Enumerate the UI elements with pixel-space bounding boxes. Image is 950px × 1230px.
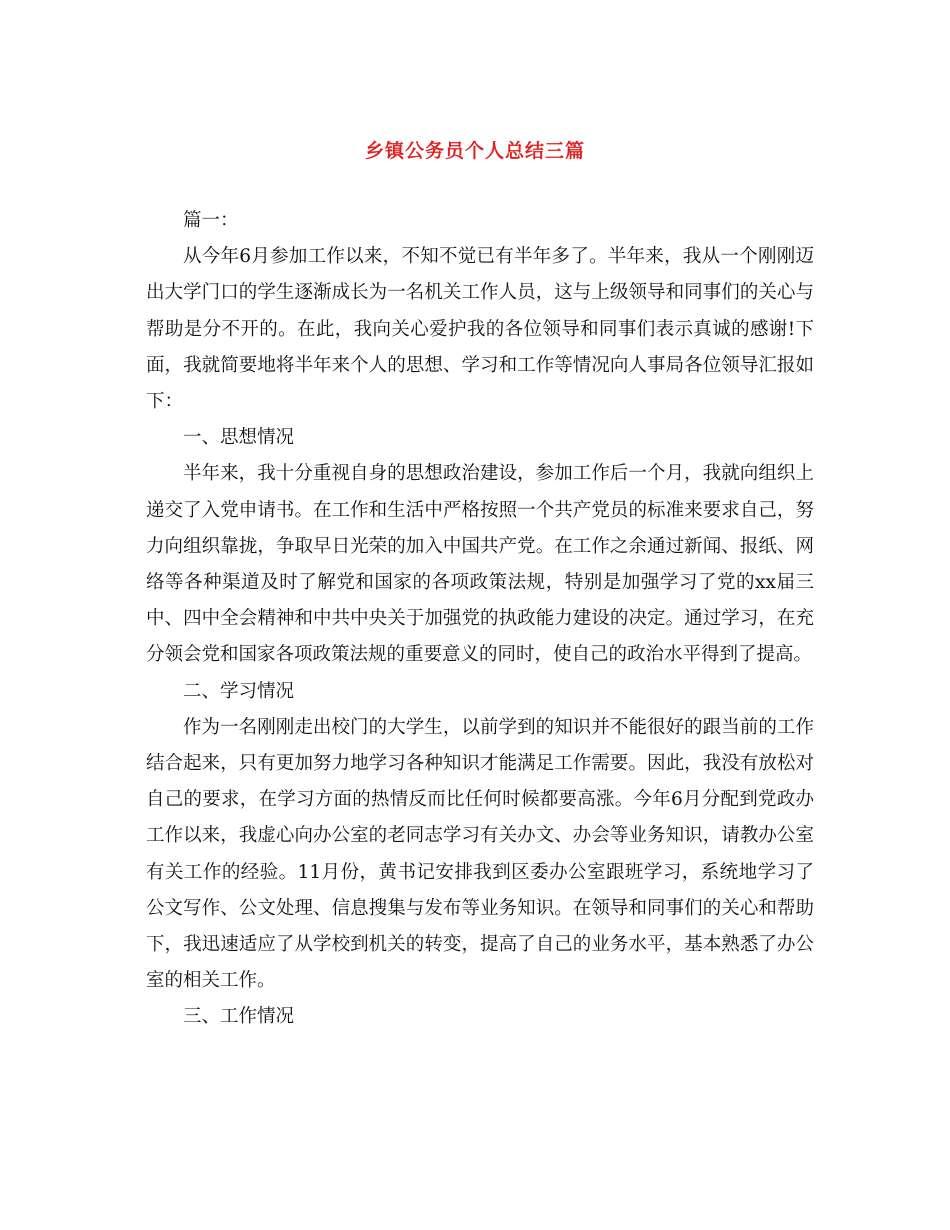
thought-paragraph: 半年来，我十分重视自身的思想政治建设，参加工作后一个月，我就向组织上递交了入党申请书。在工作和生活中严格按照一个共产党员的标准来要求自己，努力向组织靠拢，争取早日光荣的加入中国共产党。在工作之余通过新闻、报纸、网络等各种渠道及时了解党和国家的各项政策法规，特别是加强学习了党的xx届三中、四中全会精神和中共中央关于加强党的执政能力建设的决定。通过学习，在充分领会党和国家各项政策法规的重要意义的同时，使自己的政治水平得到了提高。 [146,463,814,666]
intro-paragraph: 从今年6月参加工作以来，不知不觉已有半年多了。半年来，我从一个刚刚迈出大学门口的学生逐渐成长为一名机关工作人员，这与上级领导和同事们的关心与帮助是分不开的。在此，我向关心爱护我的各位领导和同事们表示真诚的感谢!下面，我就简要地将半年来个人的思想、学习和工作等情况向人事局各位领导汇报如下： [146,246,814,413]
document-body [146,203,814,1036]
heading-study: 二、学习情况 [183,680,295,702]
section-label-part-one: 篇一： [183,210,239,231]
study-paragraph: 作为一名刚刚走出校门的大学生，以前学到的知识并不能很好的跟当前的工作结合起来，只有更加努力地学习各种知识才能满足工作需要。因此，我没有放松对自己的要求，在学习方面的热情反而比任何时候都要高涨。今年6月分配到党政办工作以来，我虚心向办公室的老同志学习有关办文、办会等业务知识，请教办公室有关工作的经验。11月份，黄书记安排我到区委办公室跟班学习，系统地学习了公文写作、公文处理、信息搜集与发布等业务知识。在领导和同事们的关心和帮助下，我迅速适应了从学校到机关的转变，提高了自己的业务水平，基本熟悉了办公室的相关工作。 [146,716,814,992]
heading-thought: 一、思想情况 [183,427,295,449]
document-title: 乡镇公务员个人总结三篇 [364,140,585,162]
heading-work: 三、工作情况 [183,1006,295,1028]
